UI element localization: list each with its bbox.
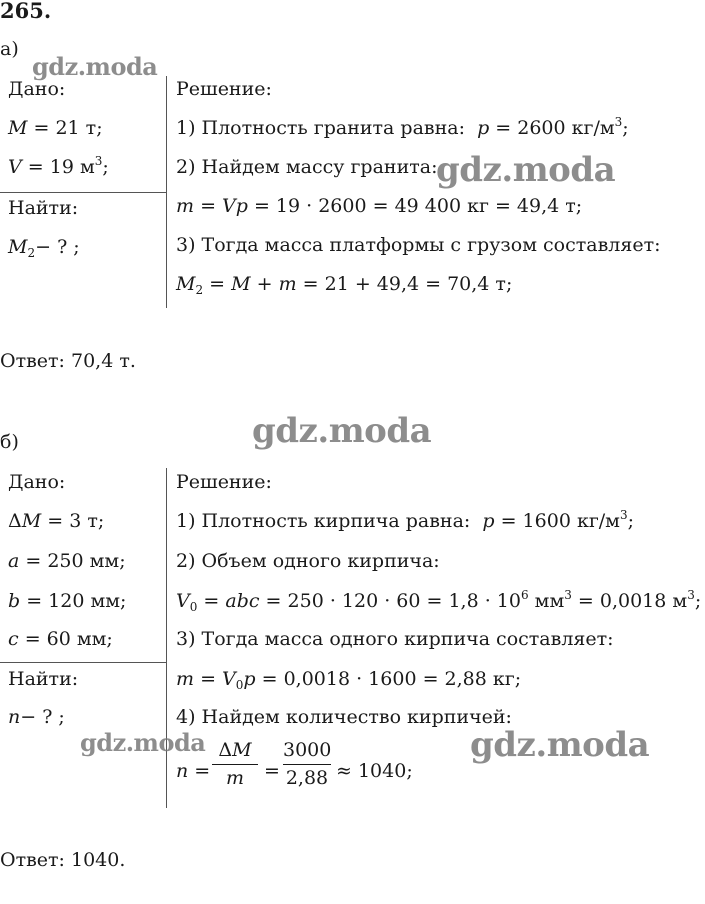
- given-volume: V = 19 $м^3$;: [8, 154, 109, 178]
- divider: [0, 192, 167, 193]
- watermark: gdz.moda: [436, 150, 616, 190]
- fraction-3000-over-2-88: 3000 2,88: [283, 739, 332, 789]
- part-b-label: б): [0, 431, 19, 453]
- solution-step-5: $m = V_0p = 0,0018 \cdot 1600 = 2,88$ кг;: [176, 668, 522, 692]
- watermark: gdz.moda: [470, 725, 650, 765]
- solution-step-5: $M_2 = M + m = 21 + 49,4 = 70,4$ т;: [176, 273, 513, 297]
- solution-step-1: 1) Плотность кирпича равна: p = 1600 $кг/м^3$;: [176, 508, 635, 532]
- given-a: a = 250 мм;: [8, 550, 126, 572]
- solution-step-3: m = Vp = 19 · 2600 = 49 400 кг = 49,4 т;: [176, 195, 583, 217]
- solution-step-2: 2) Объем одного кирпича:: [176, 550, 440, 572]
- solution-step-2: 2) Найдем массу гранита:: [176, 156, 438, 178]
- find-value: n− ? ;: [8, 706, 65, 728]
- find-title: Найти:: [8, 197, 79, 219]
- solution-step-4: 3) Тогда масса платформы с грузом составляет:: [176, 234, 661, 256]
- part-a-label: а): [0, 38, 19, 60]
- solution-step-1: 1) Плотность гранита равна: p = 2600 $кг/м^3$;: [176, 115, 629, 139]
- find-title: Найти:: [8, 668, 79, 690]
- solution-step-6: 4) Найдем количество кирпичей:: [176, 706, 512, 728]
- solution-title: Решение:: [176, 471, 272, 493]
- vertical-divider: [166, 76, 167, 308]
- find-value: $M_2-$ ? ;: [8, 236, 80, 260]
- watermark: gdz.moda: [252, 411, 432, 451]
- given-title: Дано:: [8, 471, 66, 493]
- answer: Ответ: 70,4 т.: [0, 350, 136, 372]
- formula-n: n =: [176, 760, 211, 782]
- solution-step-4: 3) Тогда масса одного кирпича составляет:: [176, 628, 614, 650]
- given-mass: M = 21 т;: [8, 117, 103, 139]
- given-c: c = 60 мм;: [8, 628, 113, 650]
- watermark: gdz.moda: [32, 52, 158, 81]
- divider: [0, 662, 167, 663]
- given-delta-mass: ΔM = 3 т;: [8, 510, 105, 532]
- approx-result: ≈ 1040;: [336, 760, 413, 782]
- solution-step-3: $V_0$ = abc = $250 \cdot 120 \cdot 60 = 1,8 \cdot 10^6$ $мм^3 = 0,0018$ $м^3$;: [176, 588, 702, 614]
- vertical-divider: [166, 468, 167, 808]
- solution-title: Решение:: [176, 78, 272, 100]
- given-title: Дано:: [8, 78, 66, 100]
- given-b: b = 120 мм;: [8, 590, 127, 612]
- fraction-delta-m-over-m: ΔM m: [212, 741, 258, 788]
- answer: Ответ: 1040.: [0, 849, 126, 871]
- equals-sign: =: [264, 760, 280, 782]
- watermark: gdz.moda: [80, 728, 206, 757]
- problem-number: 265.: [0, 0, 52, 23]
